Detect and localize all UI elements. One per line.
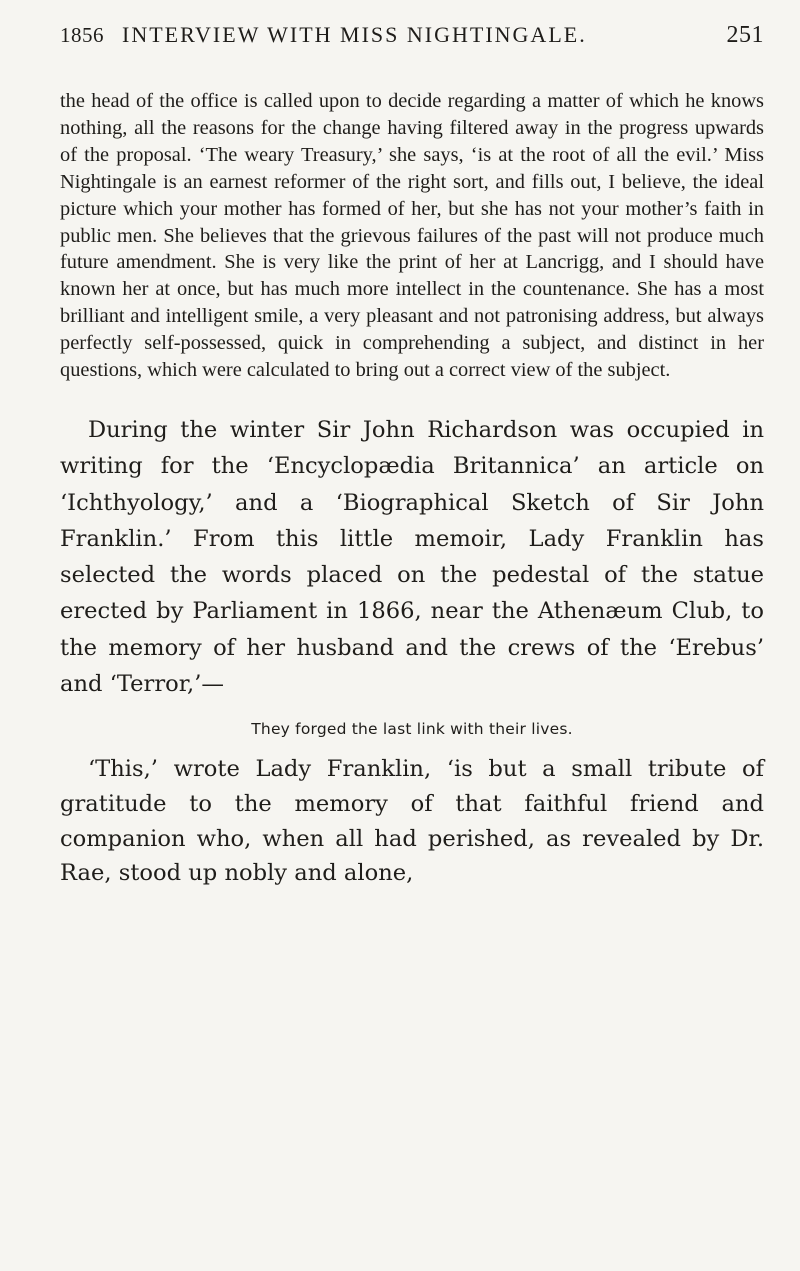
epitaph-quote: They forged the last link with their lives. bbox=[251, 720, 573, 739]
paragraph-1: the head of the office is called upon to decide regarding a matter of which he knows nothing, all the reasons for the change having filtered away in the progress upwards of the proposal. ‘The weary Treasury,’ she says, ‘is at the root of all the evil.’ Miss Nightingale is an earnest reformer of the right sort, and fills out, I believe, the ideal picture which your mother has formed of her, but she has not your mother’s faith in public men. She believes that the grievous failures of the past will not produce much future amendment. She is very like the print of her at Lancrigg, and I should have known her at once, but has much more intellect in the countenance. She has a most brilliant and intelligent smile, a very pleasant and not patronising address, but always perfectly self-possessed, quick in comprehending a subject, and distinct in her questions, which were calculated to bring out a correct view of the subject. bbox=[60, 90, 764, 382]
header-title: INTERVIEW WITH MISS NIGHTINGALE. bbox=[122, 22, 587, 47]
paragraph-3: ‘This,’ wrote Lady Franklin, ‘is but a small tribute of gratitude to the memory of that faithful friend and companion who, when all had perished, as revealed by Dr. Rae, stood up nobly and alone, bbox=[60, 756, 764, 887]
header-year: 1856 bbox=[60, 23, 104, 47]
running-header bbox=[60, 22, 764, 66]
page-number: 251 bbox=[726, 22, 764, 48]
paragraph-2: During the winter Sir John Richardson was occupied in writing for the ‘Encyclopædia Britannica’ an article on ‘Ichthyology,’ and a ‘Biographical Sketch of Sir John Franklin.’ From this little memoir, Lady Franklin has selected the words placed on the pedestal of the statue erected by Parliament in 1866, near the Athenæum Club, to the memory of her husband and the crews of the ‘Erebus’ and ‘Terror,’— bbox=[60, 416, 764, 698]
